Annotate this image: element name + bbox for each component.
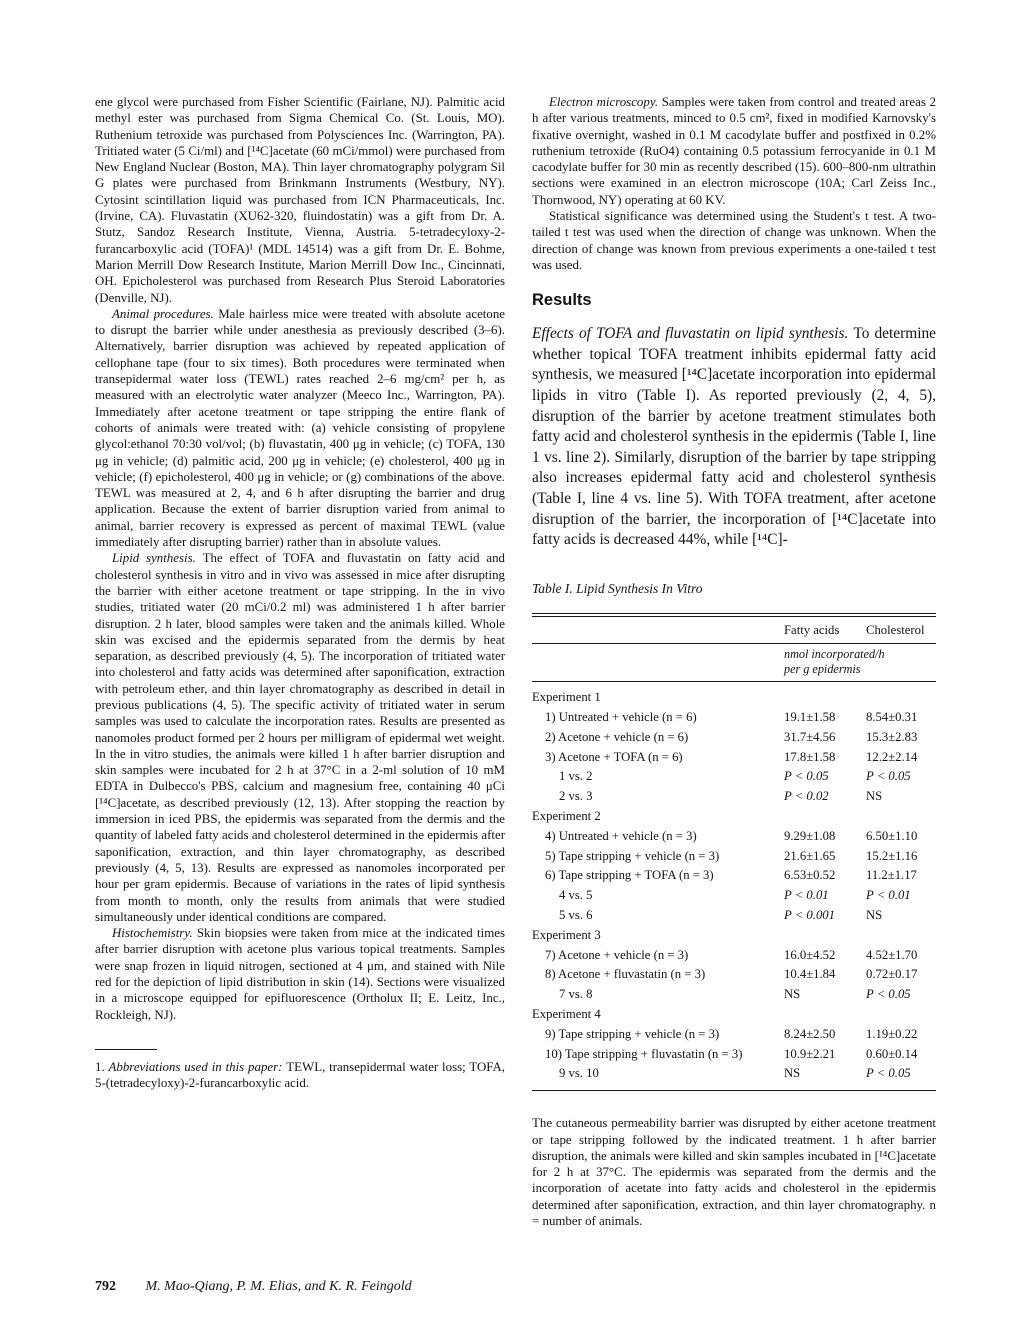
row-label: 7 vs. 8	[559, 987, 593, 1002]
row-label: Experiment 4	[532, 1007, 601, 1022]
row-label: Experiment 3	[532, 927, 601, 942]
row-label: 2) Acetone + vehicle (n = 6)	[545, 729, 689, 744]
paragraph	[95, 94, 505, 306]
table-row	[532, 748, 936, 768]
paragraph-lead: Histochemistry.	[112, 926, 197, 941]
row-value: 16.0±4.52	[784, 947, 836, 962]
table-row	[532, 767, 936, 787]
table-row	[532, 682, 936, 708]
page-number: 792	[95, 1279, 116, 1294]
row-value: P < 0.05	[866, 769, 911, 784]
row-value: 0.72±0.17	[866, 967, 918, 982]
table-header-row	[532, 617, 936, 643]
table-units-note	[784, 644, 936, 682]
row-value: 0.60±0.14	[866, 1046, 918, 1061]
table-1-block	[532, 581, 936, 1230]
row-value: NS	[784, 987, 801, 1002]
table-row	[532, 1045, 936, 1065]
table-units-line2: per g epidermis	[784, 661, 861, 676]
row-value: 31.7±4.56	[784, 729, 836, 744]
row-value: P < 0.02	[784, 789, 829, 804]
footnote-body: TEWL, transepidermal water loss; TOFA, 5-(tetradecyloxy)-2-furancarboxylic acid.	[95, 1059, 506, 1091]
row-value	[784, 682, 866, 708]
table-row	[532, 1025, 936, 1045]
table-units-empty	[532, 644, 784, 682]
results-paragraph	[532, 324, 936, 551]
results-paragraph-text: To determine whether topical TOFA treatment inhibits epidermal fatty acid synthesis, we measured [¹⁴C]acetate incorporation into epidermal lipids in vitro (Table I). As reported previously (2, 4, 5), disruption of the barrier by acetone treatment stimulates both fatty acid and cholesterol synthesis in the epidermis (Table I, line 1 vs. line 2). Similarly, disruption of the barrier by tape stripping also increases epidermal fatty acid and cholesterol synthesis (Table I, line 4 vs. line 5). With TOFA treatment, after acetone disruption of the barrier, the incorporation of [¹⁴C]acetate into fatty acids is decreased 44%, while [¹⁴C]-	[532, 325, 936, 549]
row-label: Experiment 1	[532, 690, 601, 705]
row-value: 21.6±1.65	[784, 848, 836, 863]
row-value: P < 0.01	[784, 888, 829, 903]
row-label: Experiment 2	[532, 809, 601, 824]
paragraph	[532, 208, 936, 273]
paragraph-text: Skin biopsies were taken from mice at the indicated times after barrier disruption with acetone plus various topical treatments. Samples were snap frozen in liquid nitrogen, sectioned at 4 μm, and stained with Nile red for the depiction of lipid distribution in skin (14). Sections were visualized in a microscope equipped for epifluorescence (Ortholux II; E. Leitz, Inc., Rockleigh, NJ).	[95, 926, 505, 1022]
row-label: 4) Untreated + vehicle (n = 3)	[545, 828, 697, 843]
row-value: 17.8±1.58	[784, 749, 836, 764]
footnote-number: 1.	[95, 1059, 109, 1074]
paragraph	[532, 94, 936, 208]
row-value: P < 0.001	[784, 908, 835, 923]
row-label: 9 vs. 10	[559, 1066, 599, 1081]
table-row	[532, 708, 936, 728]
row-label: 8) Acetone + fluvastatin (n = 3)	[545, 967, 706, 982]
row-label: 4 vs. 5	[559, 888, 593, 903]
table-row	[532, 946, 936, 966]
table-row	[532, 886, 936, 906]
row-value: 8.54±0.31	[866, 710, 918, 725]
left-column	[95, 94, 505, 1092]
row-value: 10.4±1.84	[784, 967, 836, 982]
row-value: 11.2±1.17	[866, 868, 917, 883]
row-value: 9.29±1.08	[784, 828, 836, 843]
row-label: 3) Acetone + TOFA (n = 6)	[545, 749, 683, 764]
row-label: 1) Untreated + vehicle (n = 6)	[545, 710, 697, 725]
row-value	[866, 1005, 936, 1025]
row-value: NS	[866, 908, 883, 923]
row-label: 9) Tape stripping + vehicle (n = 3)	[545, 1026, 720, 1041]
row-label: 1 vs. 2	[559, 769, 593, 784]
table-row	[532, 728, 936, 748]
table-row	[532, 906, 936, 926]
row-value	[784, 1005, 866, 1025]
table-row	[532, 926, 936, 946]
row-value: P < 0.05	[784, 769, 829, 784]
row-value: 1.19±0.22	[866, 1026, 918, 1041]
paragraph-lead: Lipid synthesis.	[112, 551, 203, 566]
row-value: 15.3±2.83	[866, 729, 918, 744]
row-value: NS	[784, 1066, 801, 1081]
row-value: 4.52±1.70	[866, 947, 918, 962]
row-value	[866, 926, 936, 946]
paragraph-text: The effect of TOFA and fluvastatin on fatty acid and cholesterol synthesis in vitro and in vivo was assessed in mice after disrupting the barrier with either acetone treatment or tape stripping. In the in vivo studies, tritiated water (20 mCi/0.2 ml) was administered 1 h after barrier disruption. 2 h later, blood samples were taken and the animals killed. Whole skin was excised and the epidermis separated from the dermis by heat separation, as described previously (4, 5). The incorporation of tritiated water into cholesterol and fatty acids was determined after saponification, extraction with petroleum ether, and thin layer chromatography as described in detail in previous publications (4, 5). The specific activity of tritiated water in serum samples was used to calculate the incorporation rates. Results are presented as nanomoles product formed per 2 hours per milligram of epidermal wet weight. In the in vitro studies, the animals were killed 1 h after barrier disruption and skin samples were incubated for 2 h at 37°C in a 2-ml solution of 10 mM EDTA in Dulbecco's PBS, calcium and magnesium free, containing 40 μCi [¹⁴C]acetate, as described previously (12, 13). After stopping the reaction by immersion in iced PBS, the epidermis was separated from the dermis and the quantity of labeled fatty acids and cholesterol determined in the epidermis after saponification, extraction, and thin layer chromatography, as described previously (4, 5, 13). Results are expressed as nanomoles incorporated per hour per gram epidermis. Because of variations in the rates of lipid synthesis from month to month, only the results from animals that were studied simultaneously under identical conditions are compared.	[95, 551, 505, 924]
row-label: 10) Tape stripping + fluvastatin (n = 3)	[545, 1046, 743, 1061]
row-value: 8.24±2.50	[784, 1026, 836, 1041]
paragraph-text: Male hairless mice were treated with absolute acetone to disrupt the barrier while under anesthesia as previously described (3–6). Alternatively, barrier disruption was achieved by repeated application of cellophane tape (four to six times). Both procedures were terminated when transepidermal water loss (TEWL) rates reached 2–6 mg/cm² per h, as measured with an electrolytic water analyzer (Meeco Inc., Warrington, PA). Immediately after acetone treatment or tape stripping the entire flank of cohorts of animals were treated with: (a) vehicle consisting of propylene glycol:ethanol 70:30 vol/vol; (b) fluvastatin, 400 μg in vehicle; (c) TOFA, 130 μg in vehicle; (d) palmitic acid, 200 μg in vehicle; (e) cholesterol, 400 μg in vehicle; (f) epicholesterol, 400 μg in vehicle; or (g) combinations of the above. TEWL was measured at 2, 4, and 6 h after disrupting the barrier and drug application. Because the extent of barrier disruption varied from animal to animal, barrier recovery is expressed as percent of maximal TEWL (value immediately after disrupting barrier) rather than in absolute values.	[95, 306, 505, 550]
page-footer	[95, 1279, 412, 1295]
row-value: 6.53±0.52	[784, 868, 836, 883]
table-row	[532, 787, 936, 807]
table-row	[532, 1005, 936, 1025]
running-authors: M. Mao-Qiang, P. M. Elias, and K. R. Feingold	[145, 1279, 412, 1294]
lipid-synthesis-table	[532, 617, 936, 1091]
lipid-table-body	[532, 682, 936, 1091]
table-caption: The cutaneous permeability barrier was disrupted by either acetone treatment or tape stripping followed by the indicated treatment. 1 h after barrier disruption, the animals were killed and skin samples incubated in [¹⁴C]acetate for 2 h at 37°C. The epidermis was separated from the dermis and the incorporation of acetate into fatty acids and cholesterol in the epidermis determined after saponification, extraction, and thin layer chromatography. n = number of animals.	[532, 1116, 936, 1228]
row-label: 6) Tape stripping + TOFA (n = 3)	[545, 868, 714, 883]
paragraph-lead: Electron microscopy.	[549, 95, 662, 109]
row-value	[866, 807, 936, 827]
paragraph	[95, 550, 505, 925]
paragraph-text: Statistical significance was determined using the Student's t test. A two-tailed t test was used when the direction of change was unknown. When the direction of change was known from previous experiments a one-tailed t test was used.	[532, 209, 936, 272]
row-value: 19.1±1.58	[784, 710, 836, 725]
footnote	[95, 1049, 505, 1092]
row-value: 12.2±2.14	[866, 749, 918, 764]
table-row	[532, 965, 936, 985]
table-row	[532, 847, 936, 867]
table-row	[532, 985, 936, 1005]
row-label: 7) Acetone + vehicle (n = 3)	[545, 947, 689, 962]
table-row	[532, 866, 936, 886]
results-heading: Results	[532, 291, 592, 310]
row-label: 2 vs. 3	[559, 789, 593, 804]
paragraph-text: Samples were taken from control and treated areas 2 h after various treatments, minced to 0.5 cm², fixed in modified Karnovsky's fixative overnight, washed in 0.1 M cacodylate buffer and postfixed in 0.2% ruthenium tetroxide (RuO4) containing 0.5 potassium ferrocyanide in 0.1 M cacodylate buffer for 30 min as recently described (15). 600–800-nm ultrathin sections were examined in an electron microscope (10A; Carl Zeiss Inc., Thornwood, NY) operating at 60 KV.	[532, 95, 936, 207]
row-value: P < 0.05	[866, 987, 911, 1002]
table-units-line1: nmol incorporated/h	[784, 647, 885, 662]
paragraph	[95, 925, 505, 1023]
footnote-rule	[95, 1049, 157, 1050]
row-value: 6.50±1.10	[866, 828, 918, 843]
footnote-lead: Abbreviations used in this paper:	[108, 1059, 287, 1074]
row-value	[784, 926, 866, 946]
paragraph	[95, 306, 505, 550]
right-column	[532, 94, 936, 1229]
row-label: 5) Tape stripping + vehicle (n = 3)	[545, 848, 720, 863]
row-value	[784, 807, 866, 827]
table-row	[532, 1064, 936, 1090]
table-row	[532, 827, 936, 847]
table-title: Table I. Lipid Synthesis In Vitro	[532, 580, 703, 596]
table-header-empty	[532, 617, 784, 643]
footnote-text	[95, 1059, 505, 1092]
table-units-row	[532, 644, 936, 682]
row-value: 10.9±2.21	[784, 1046, 836, 1061]
row-label: 5 vs. 6	[559, 908, 593, 923]
results-paragraph-lead: Effects of TOFA and fluvastatin on lipid synthesis.	[532, 325, 854, 343]
table-header-cholesterol: Cholesterol	[866, 617, 936, 643]
methods-continued	[532, 94, 936, 273]
row-value: P < 0.05	[866, 1066, 911, 1081]
row-value: P < 0.01	[866, 888, 911, 903]
row-value: 15.2±1.16	[866, 848, 918, 863]
row-value: NS	[866, 789, 883, 804]
table-row	[532, 807, 936, 827]
table-header-fatty-acids: Fatty acids	[784, 617, 866, 643]
paragraph-lead: Animal procedures.	[112, 306, 219, 321]
row-value	[866, 682, 936, 708]
paragraph-text: ene glycol were purchased from Fisher Scientific (Fairlane, NJ). Palmitic acid methyl ester was purchased from Sigma Chemical Co. (St. Louis, MO). Ruthenium tetroxide was purchased from Polysciences Inc. (Warrington, PA). Tritiated water (5 Ci/ml) and [¹⁴C]acetate (60 mCi/mmol) were purchased from New England Nuclear (Boston, MA). Thin layer chromatography polygram Sil G plates were purchased from Brinkmann Instruments (Westbury, NY). Cytosint scintillation liquid was purchased from ICN Pharmaceuticals, Inc. (Irvine, CA). Fluvastatin (XU62-320, fluindostatin) was a gift from Dr. A. Stutz, Sandoz Research Institute, Vienna, Austria. 5-tetradecyloxy-2-furancarboxylic acid (TOFA)¹ (MDL 14514) was a gift from Dr. E. Bohme, Marion Merrill Dow Research Institute, Marion Merrill Dow Inc., Cincinnati, OH. Epicholesterol was purchased from Research Plus Steroid Laboratories (Denville, NJ).	[95, 95, 505, 305]
